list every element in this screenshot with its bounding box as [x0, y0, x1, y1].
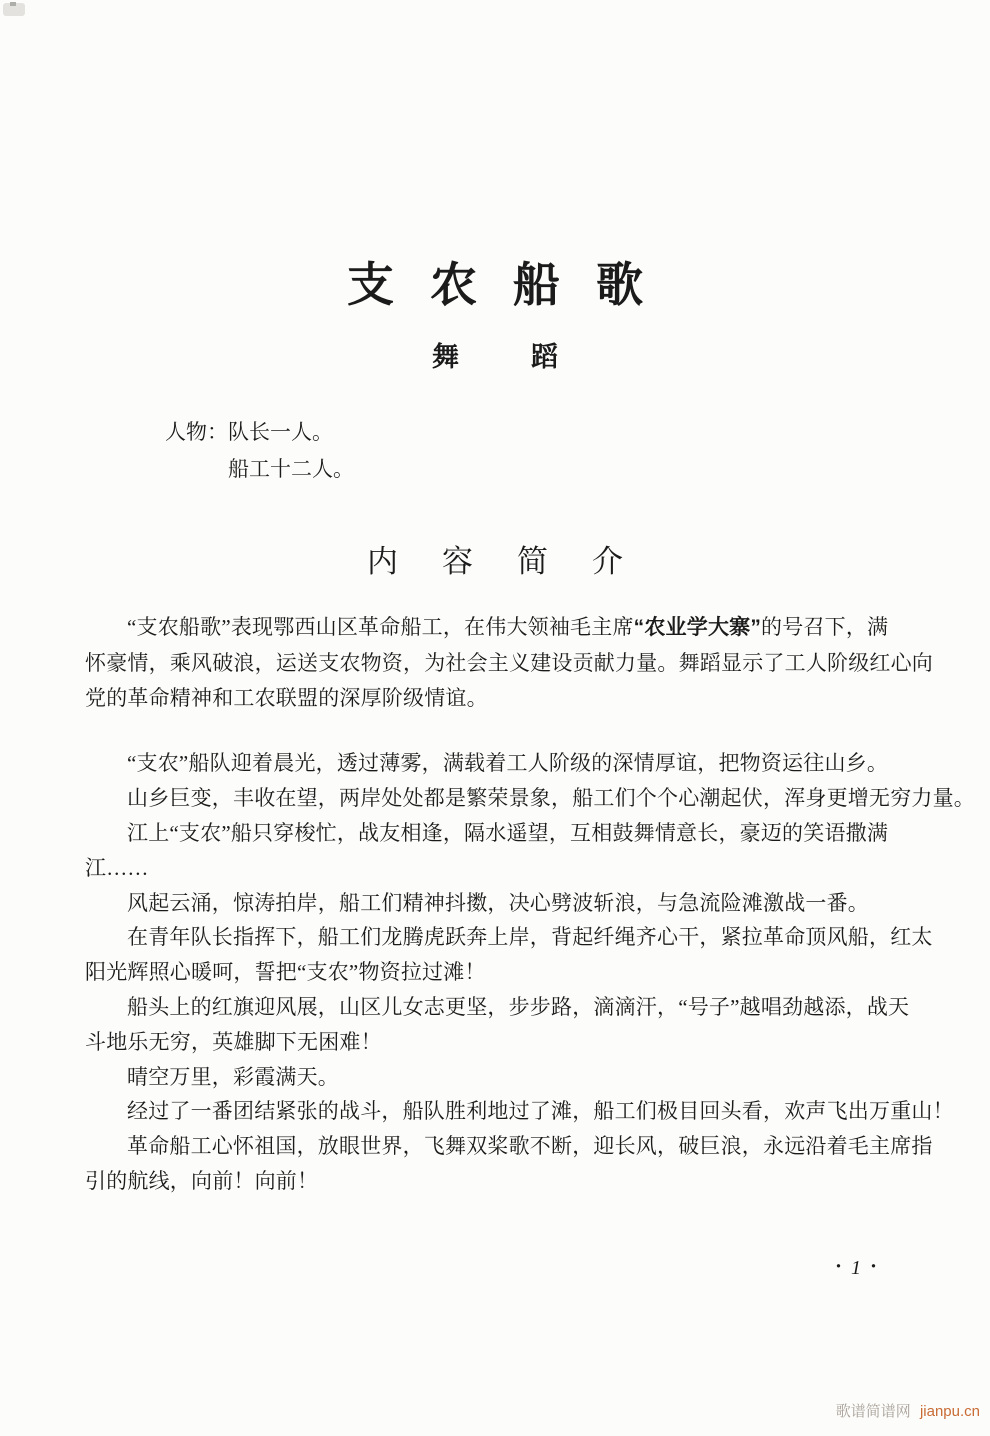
body-text-segment: 党的革命精神和工农联盟的深厚阶级情谊。 — [85, 685, 488, 710]
page-number-left-dot: · — [835, 1254, 843, 1278]
body-text-segment: 山乡巨变，丰收在望，两岸处处都是繁荣景象，船工们个个心潮起伏，浑身更增无穷力量。 — [127, 786, 975, 811]
body-line — [85, 955, 907, 990]
body-line — [85, 1025, 907, 1060]
page-title: 支农船歌 — [347, 258, 679, 311]
body-line — [85, 920, 933, 955]
body-line — [85, 681, 907, 716]
body-text-segment: 斗地乐无穷，英雄脚下无困难！ — [85, 1029, 382, 1054]
watermark-site-url: jianpu.cn — [919, 1403, 980, 1420]
body-line — [85, 746, 907, 781]
body-text-segment: 引的航线，向前！向前！ — [85, 1168, 319, 1193]
subtitle-dance: 舞蹈 — [432, 342, 630, 372]
body-text-segment: 江…… — [85, 855, 149, 880]
emphasis-bold-text: “农业学大寨” — [633, 616, 762, 639]
synopsis-body — [85, 610, 975, 1199]
body-text-segment: 的号召下，满 — [761, 615, 889, 639]
page-number-right-dot: · — [870, 1254, 878, 1278]
body-text-segment: “支农”船队迎着晨光，透过薄雾，满载着工人阶级的深情厚谊，把物资运往山乡。 — [127, 751, 889, 776]
body-line — [85, 851, 907, 886]
body-text-segment: 江上“支农”船只穿梭忙，战友相逢，隔水遥望，互相鼓舞情意长，豪迈的笑语撒满 — [127, 820, 889, 845]
body-line — [85, 1094, 954, 1129]
body-line — [85, 1129, 933, 1164]
body-text-segment: 经过了一番团结紧张的战斗，船队胜利地过了滩，船工们极目回头看，欢声飞出万重山！ — [127, 1099, 954, 1124]
body-text-segment: 风起云涌，惊涛拍岸，船工们精神抖擞，决心劈波斩浪，与急流险滩激战一番。 — [127, 890, 869, 915]
body-text-segment: 在青年队长指挥下，船工们龙腾虎跃奔上岸，背起纤绳齐心干，紧拉革命顶风船，红太 — [127, 925, 933, 950]
body-text-segment: 革命船工心怀祖国，放眼世界，飞舞双桨歌不断，迎长风，破巨浪，永远沿着毛主席指 — [127, 1134, 933, 1159]
page-number-value: 1 — [851, 1257, 862, 1279]
cast-list — [165, 414, 354, 488]
body-line — [85, 990, 910, 1025]
body-line — [85, 1164, 907, 1199]
body-text-segment: 晴空万里，彩霞满天。 — [127, 1064, 339, 1089]
body-line — [85, 1060, 907, 1095]
scan-artifact — [3, 3, 25, 16]
body-text-segment: 怀豪情，乘风破浪，运送支农物资，为社会主义建设贡献力量。舞蹈显示了工人阶级红心向 — [85, 650, 933, 675]
page-number — [826, 1254, 886, 1280]
body-line — [85, 886, 907, 921]
watermark — [836, 1400, 980, 1421]
body-line — [85, 781, 975, 816]
section-heading-synopsis: 内容简介 — [367, 544, 667, 579]
cast-line-leader: 人物：队长一人。 — [165, 420, 333, 444]
body-text-segment: 阳光辉照心暖呵，誓把“支农”物资拉过滩！ — [85, 960, 486, 985]
body-text-segment: “支农船歌”表现鄂西山区革命船工，在伟大领袖毛主席 — [127, 615, 634, 639]
body-text-segment: 船头上的红旗迎风展，山区儿女志更坚，步步路，滴滴汗，“号子”越唱劲越添，战天 — [127, 994, 910, 1019]
body-line — [85, 816, 907, 851]
body-line — [85, 610, 907, 646]
body-line — [85, 646, 933, 681]
watermark-site-name: 歌谱简谱网 — [835, 1403, 911, 1420]
cast-line-boatmen: 船工十二人。 — [228, 457, 354, 481]
